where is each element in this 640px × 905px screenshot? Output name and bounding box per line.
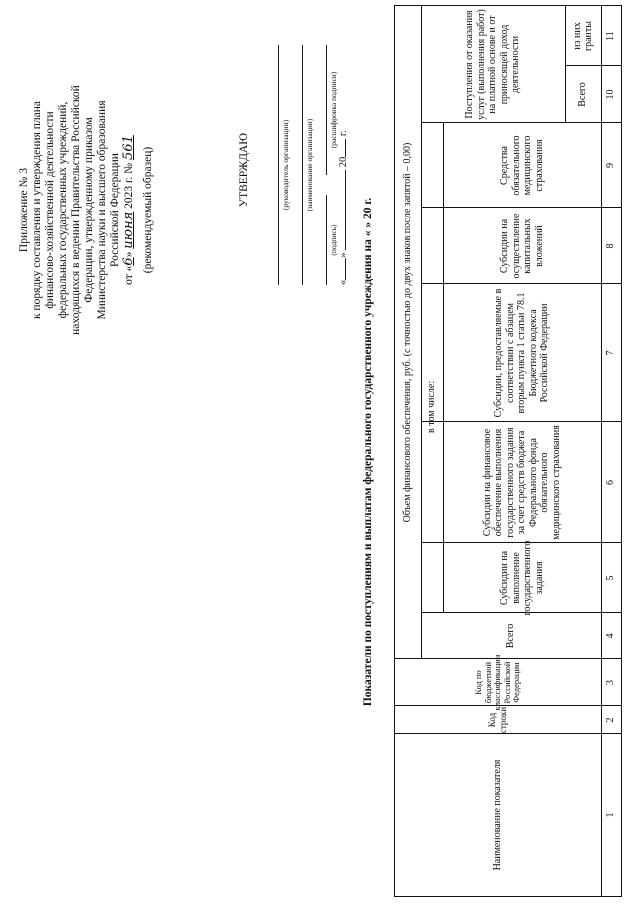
appendix-line: Министерства науки и высшего образования	[96, 100, 108, 320]
header-col9: Средства обязательного медицинского страхования	[499, 135, 545, 196]
col-number: 10	[605, 89, 617, 100]
head-hint: (руководитель организации)	[281, 119, 290, 211]
header-total: Всего	[505, 623, 517, 649]
header-col8: Субсидии на осуществление капитальных вложений	[499, 213, 545, 279]
header-code: Код строки	[486, 706, 508, 734]
head-signature-line	[278, 45, 279, 285]
col-number: 11	[605, 31, 617, 41]
appendix-line: находящихся в ведении Правительства Российской	[70, 85, 82, 335]
org-hint: (наименование организации)	[305, 118, 314, 212]
col-number: 3	[605, 680, 617, 685]
col-number: 5	[605, 575, 617, 581]
order-date: от «6» июня 2023 г. № 561	[121, 135, 136, 285]
appendix-line: Федерации, утвержденному приказом	[83, 117, 95, 303]
header-col6: Субсидии на финансовое обеспечение выполнения государственного задания за счет средств бюджета Федерального фонда обязательного медицинского страхования	[481, 425, 562, 540]
order-day: 6	[121, 257, 136, 266]
decode-hint: (расшифровка подписи)	[329, 71, 338, 149]
header-volume: Объем финансового обеспечения, руб. (с точностью до двух знаков после запятой – 0,00)	[402, 142, 414, 523]
col-number: 6	[605, 480, 617, 485]
col-number: 1	[605, 812, 617, 818]
col-number: 9	[605, 163, 617, 168]
appendix-line: Российской Федерации	[109, 153, 121, 267]
appendix-line: финансово-хозяйственной деятельности	[44, 111, 56, 309]
appendix-line: федеральных государственных учреждений,	[57, 101, 69, 319]
indicators-table	[394, 5, 622, 897]
header-kbk: Код по бюджетной классификации Российской Федерации	[473, 654, 522, 711]
col-number: 8	[605, 243, 617, 249]
decode-line	[326, 45, 327, 175]
header-col11: из них гранты	[571, 21, 594, 51]
approval-block	[238, 45, 250, 295]
header-col10: Поступления от оказания услуг (выполнения работ) на платной основе и от приносящей доход деятельности	[464, 9, 522, 120]
approve-title: УТВЕРЖДАЮ	[238, 132, 250, 208]
col-number: 2	[605, 717, 617, 723]
table-title: Показатели по поступлениям и выплатам федерального государственного учреждения на « » 20 г.	[362, 197, 374, 707]
header-col7: Субсидии, предоставляемые в соответствии с абзацем вторым пункта 1 статьи 78.1 Бюджетного кодекса Российской Федерации	[493, 288, 551, 418]
col-number: 7	[605, 350, 617, 356]
header-including: в том числе:	[426, 380, 438, 433]
col-number: 4	[605, 633, 617, 639]
appendix-number: Приложение № 3	[18, 167, 30, 253]
appendix-line: к порядку составления и утверждения плана	[31, 100, 43, 320]
header-name: Наименование показателя	[492, 759, 504, 871]
org-name-line	[302, 45, 303, 285]
order-number: 561	[121, 135, 136, 160]
sign-hint: (подпись)	[329, 224, 338, 256]
approve-date: «» 20 г.	[338, 130, 349, 285]
order-month: июня	[121, 211, 136, 249]
header-col10-total: Всего	[577, 82, 589, 107]
header-col5: Субсидии на выполнение государственного задания	[499, 540, 545, 616]
recommended-sample: (рекомендуемый образец)	[142, 146, 154, 274]
signature-line	[326, 195, 327, 285]
appendix-block	[18, 45, 155, 375]
